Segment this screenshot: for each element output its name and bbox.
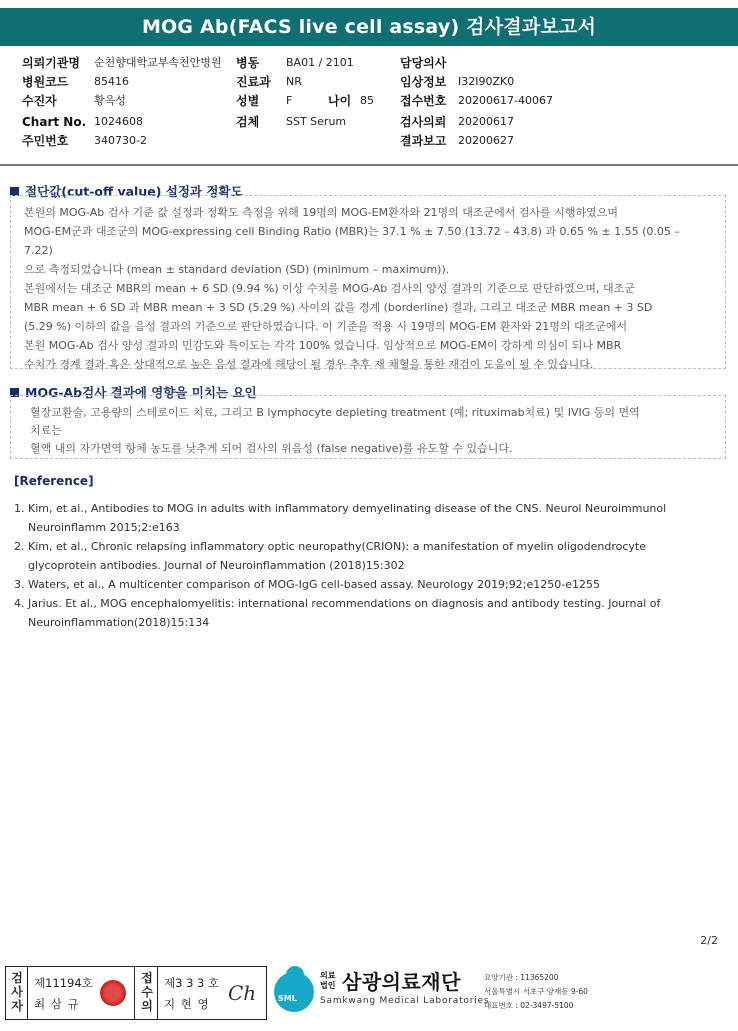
tester-label-cell [6, 967, 28, 1019]
text-line: 본원 MOG-Ab 검사 양성 결과의 민감도와 특이도는 각각 100% 였습니다. 임상적으로 MOG-EM이 강하게 의심이 되나 MBR [24, 339, 622, 352]
info-value: 황옥성 [94, 94, 126, 107]
info-value: 20200627 [458, 134, 514, 147]
org-name-en: Samkwang Medical Laboratories [320, 996, 490, 1006]
info-row-clinical-info [400, 73, 600, 91]
info-label: 병원코드 [22, 75, 69, 89]
info-label: 담당의사 [400, 56, 447, 70]
info-label: 진료과 [236, 75, 271, 89]
text-line: 수치가 경계 결과 혹은 상대적으로 높은 음성 결과에 해당이 될 경우 추후 재 채혈을 통한 재검이 도움이 될 수 있습니다. [24, 358, 594, 371]
references-heading: [Reference] [14, 474, 94, 488]
info-value: 85 [360, 94, 374, 107]
info-label: 병동 [236, 56, 260, 70]
references-list [14, 499, 714, 632]
text-line: 치료는 [30, 424, 62, 437]
info-label: 검사의뢰 [400, 115, 447, 129]
tester-name: 최 삼 규 [34, 997, 80, 1011]
info-value: BA01 / 2101 [286, 56, 354, 69]
info-value: 20200617-40067 [458, 94, 553, 107]
info-label: 결과보고 [400, 134, 447, 148]
info-label: Chart No. [22, 115, 87, 129]
reviewer-name: 지 현 영 [164, 997, 210, 1011]
org-type: 의료 법인 [320, 971, 336, 990]
info-row-hospital-code [22, 73, 262, 91]
section-factors-text [30, 404, 706, 458]
reference-item: 1. Kim, et al., Antibodies to MOG in adults with inflammatory demyelinating disease of the CNS. Neurol Neuroimmunol Neuroinflamm 2015;2:e163 [14, 502, 667, 534]
info-value: 340730-2 [94, 134, 147, 147]
text-line: MOG-EM군과 대조군의 MOG-expressing cell Binding Ratio (MBR)는 37.1 % ± 7.50 (13.72 – 43.8) 과 0.65 % ± 1.55 (0.05 – [24, 225, 680, 238]
reviewer-label-cell [134, 967, 158, 1019]
info-value: I32I90ZK0 [458, 75, 515, 88]
info-label: 성별 [236, 94, 260, 108]
signature-box [5, 966, 267, 1020]
org-address: 서울특별시 서초구 양재동 9-60 [484, 987, 588, 996]
info-value: SST Serum [286, 115, 347, 128]
divider [0, 164, 738, 166]
signature-image: Ch [228, 981, 257, 1005]
reviewer-label: 접 수 의 [141, 971, 153, 1013]
info-label: 검체 [236, 115, 260, 129]
text-line: 7.22) [24, 244, 53, 257]
info-value: 85416 [94, 75, 129, 88]
org-code: 요양기관 : 11365200 [484, 973, 559, 982]
text-line: 본원의 MOG-Ab 검사 기준 값 설정과 정확도 측정을 위해 19명의 MOG-EM환자와 21명의 대조군에서 검사를 시행하였으며 [24, 206, 618, 219]
info-row-receipt-no [400, 92, 600, 110]
reference-item: 2. Kim, et al., Chronic relapsing inflammatory optic neuropathy(CRION): a manifestation of myelin oligodendrocyte glycoprotein antibodies. Journal of Neuroinflammation (2018)15:302 [14, 540, 646, 572]
info-row-department [236, 73, 396, 91]
page-number: 2/2 [700, 934, 718, 947]
info-row-ward [236, 54, 396, 72]
info-row-patient [22, 92, 262, 110]
text-line: 혈장교환술, 고용량의 스테로이드 치료, 그리고 B lymphocyte depleting treatment (예; rituximab치료) 및 IVIG 등의 면역 [30, 406, 640, 419]
info-value: NR [286, 75, 302, 88]
info-row-resident-no [22, 132, 262, 150]
info-value: 순천향대학교부속천안병원 [94, 56, 222, 69]
section-title-text: 절단값(cut-off value) 설정과 정확도 [25, 184, 243, 199]
info-value: 20200617 [458, 115, 514, 128]
logo-text: SML [278, 994, 297, 1003]
org-phone: 대표번호 : 02-3497-5100 [484, 1001, 574, 1010]
info-label: 접수번호 [400, 94, 447, 108]
text-line: 혈액 내의 자가면역 항체 농도를 낮추게 되어 검사의 위음성 (false negative)를 유도할 수 있습니다. [30, 442, 513, 455]
reference-item: 4. Jarius. Et al., MOG encephalomyelitis: international recommendations on diagnosis and antibody testing. Journal of Neuroinflammation(2018)15:134 [14, 597, 661, 629]
info-value: F [286, 94, 293, 107]
text-line: 으로 측정되었습니다 (mean ± standard deviation (SD) (minimum – maximum)). [24, 263, 450, 276]
info-value: 1024608 [94, 115, 143, 128]
info-label: 나이 [328, 94, 352, 108]
tester-license: 제11194호 [34, 976, 93, 990]
info-row-sex-age [236, 92, 396, 110]
info-label: 의뢰기관명 [22, 56, 80, 70]
info-row-doctor [400, 54, 600, 72]
text-line: MBR mean + 6 SD 과 MBR mean + 3 SD (5.29 %) 사이의 값을 경계 (borderline) 결과, 그리고 대조군 MBR mean + 3 SD [24, 301, 653, 314]
info-row-chart-no [22, 113, 262, 131]
report-title: MOG Ab(FACS live cell assay) 검사결과보고서 [0, 8, 738, 46]
text-line: 본원에서는 대조군 MBR의 mean + 6 SD (9.94 %) 이상 수치를 MOG-Ab 검사의 양성 결과의 기준으로 판단하였으며, 대조군 [24, 282, 635, 295]
section-cutoff-text [24, 203, 700, 374]
org-name: 삼광의료재단 [342, 970, 461, 994]
tester-label: 검 사 자 [11, 971, 23, 1013]
reviewer-license: 제3 3 3 호 [164, 976, 220, 990]
seal-stamp-icon [98, 978, 128, 1008]
info-label: 수진자 [22, 94, 57, 108]
info-row-report-date [400, 132, 600, 150]
info-row-specimen [236, 113, 396, 131]
info-row-institution [22, 54, 262, 72]
info-row-request-date [400, 113, 600, 131]
section-title-text: MOG-Ab검사 결과에 영향을 미치는 요인 [25, 385, 257, 400]
text-line: (5.29 %) 이하의 값을 음성 결과의 기준으로 판단하였습니다. 이 기준을 적용 시 19명의 MOG-EM 환자와 21명의 대조군에서 [24, 320, 628, 333]
sml-logo-icon [272, 966, 316, 1014]
info-label: 주민번호 [22, 134, 69, 148]
info-label: 임상정보 [400, 75, 447, 89]
reference-item: 3. Waters, et al., A multicenter comparison of MOG-IgG cell-based assay. Neurology 2019;92;e1250-e1255 [14, 578, 600, 591]
